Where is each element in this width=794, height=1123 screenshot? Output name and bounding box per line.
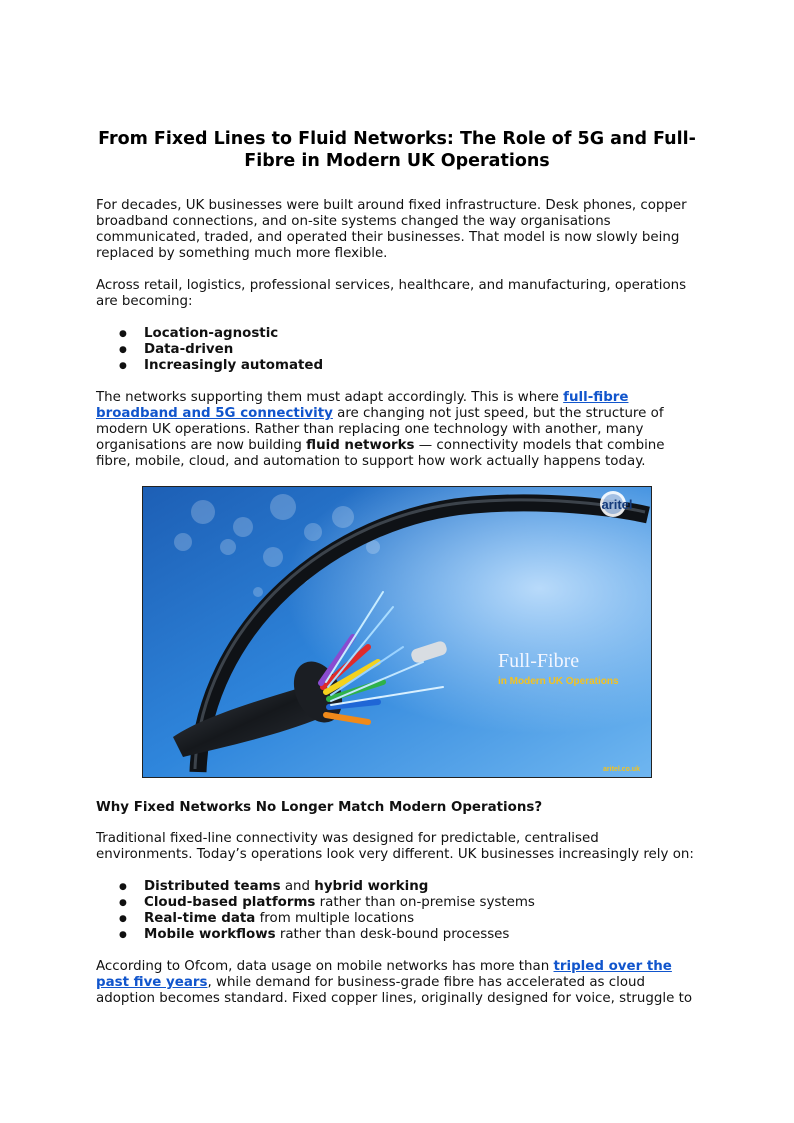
- networks-paragraph: The networks supporting them must adapt accordingly. This is where full-fibre broadband and 5G connectivity are changing not just speed, but the structure of modern UK operations. Rather than replacing one technology with another, many organisations are now building fluid networks — connectivity models that combine fibre, mobile, cloud, and automation to support how work actually happens today.: [96, 390, 665, 469]
- reliance-list: [96, 879, 698, 943]
- list-item: ● Data-driven: [96, 342, 698, 358]
- list-item: ● Real-time data from multiple locations: [96, 911, 698, 927]
- section-heading: Why Fixed Networks No Longer Match Modern Operations?: [96, 800, 543, 815]
- logo-text: aritel: [601, 497, 633, 512]
- document-page: [96, 128, 698, 1007]
- fibre-banner-image: [142, 486, 652, 778]
- banner-subheading: in Modern UK Operations: [498, 676, 619, 687]
- sectors-lead-paragraph: Across retail, logistics, professional services, healthcare, and manufacturing, operations are becoming:: [96, 278, 687, 309]
- list-item: ● Increasingly automated: [96, 358, 698, 374]
- intro-paragraph: For decades, UK businesses were built around fixed infrastructure. Desk phones, copper broadband connections, and on-site systems changed the way organisations communicated, traded, and operated their businesses. That model is now slowly being replaced by something much more flexible.: [96, 198, 687, 261]
- traits-list: [96, 326, 698, 374]
- tripled-usage-link[interactable]: tripled over the past five years: [96, 959, 672, 990]
- list-item: ● Location-agnostic: [96, 326, 698, 342]
- ofcom-paragraph: According to Ofcom, data usage on mobile networks has more than tripled over the past five years, while demand for business-grade fibre has accelerated as cloud adoption becomes standard. Fixed copper lines, originally designed for voice, struggle to: [96, 959, 693, 1006]
- article-title: From Fixed Lines to Fluid Networks: The Role of 5G and Full-Fibre in Modern UK Operations: [98, 129, 696, 171]
- section-intro-paragraph: Traditional fixed-line connectivity was designed for predictable, centralised environments. Today’s operations look very different. UK businesses increasingly rely on:: [96, 831, 694, 862]
- list-item: ● Distributed teams and hybrid working: [96, 879, 698, 895]
- banner-url: aritel.co.uk: [603, 766, 640, 773]
- list-item: ● Cloud-based platforms rather than on-premise systems: [96, 895, 698, 911]
- banner-heading: Full-Fibre: [498, 650, 580, 672]
- fibre-5g-link[interactable]: full-fibre broadband and 5G connectivity: [96, 390, 629, 421]
- list-item: ● Mobile workflows rather than desk-bound processes: [96, 927, 698, 943]
